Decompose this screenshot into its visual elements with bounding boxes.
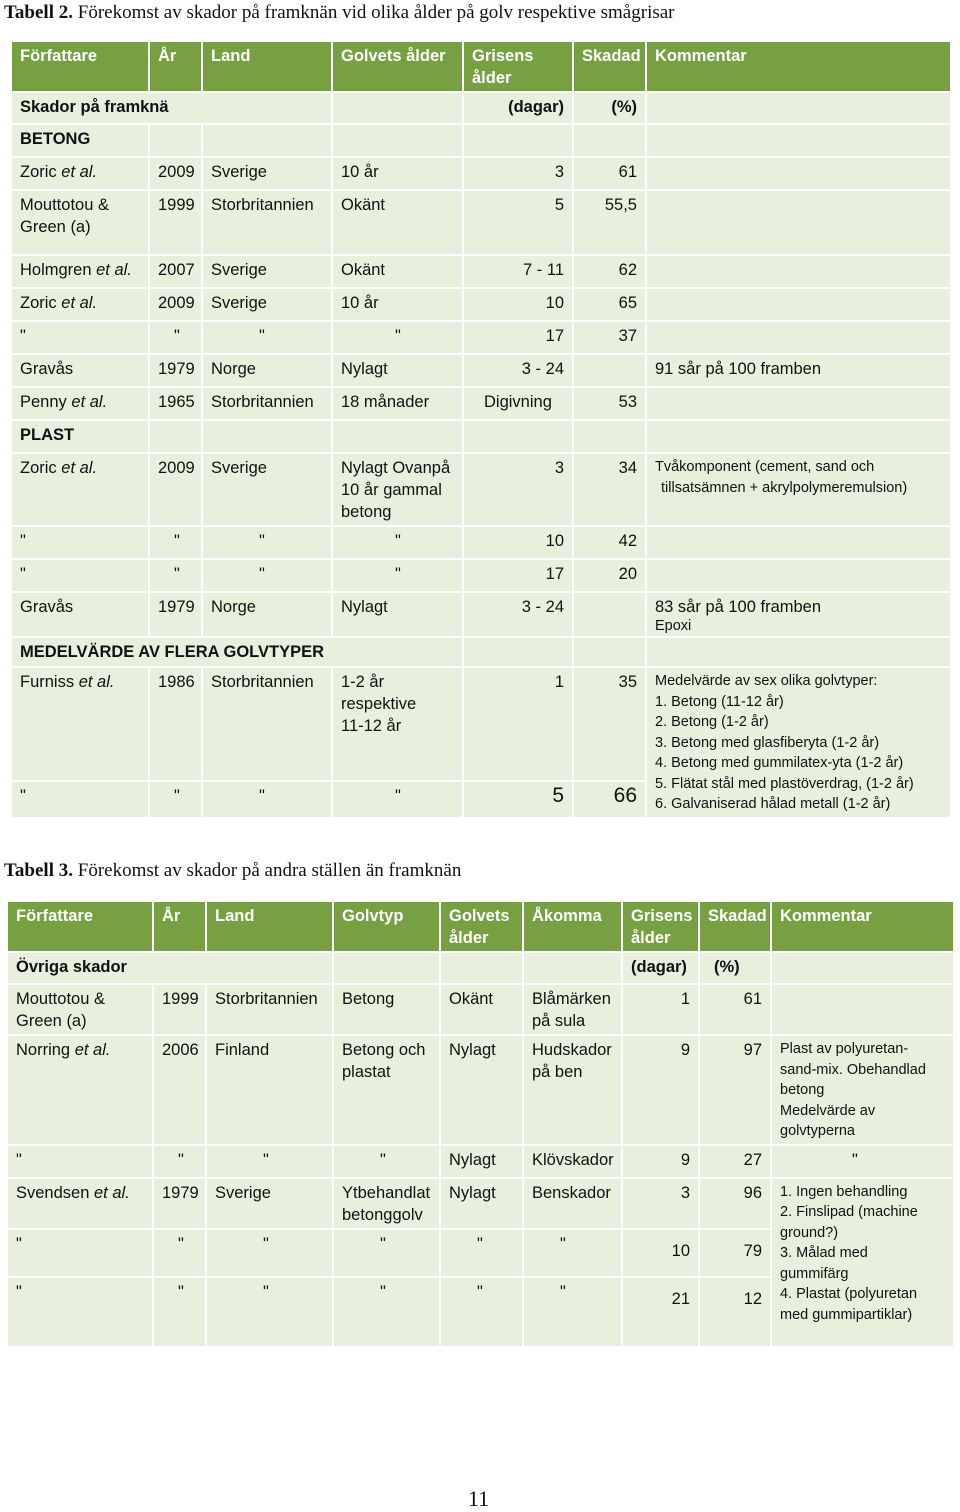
col-injured-header: Skadad: [573, 41, 646, 92]
table3-subheader-row: [7, 952, 954, 984]
col-floor-age-header: Golvets ålder: [440, 901, 523, 952]
table3-header-row: [7, 901, 954, 952]
section-label: MEDELVÄRDE AV FLERA GOLVTYPER: [11, 637, 463, 667]
table-row: Zoric et al. 2009 Sverige 10 år 10 65: [11, 288, 951, 321]
table3: [6, 900, 955, 1348]
section-row-betong: [11, 124, 951, 157]
section-label: BETONG: [11, 124, 149, 157]
table2: [10, 40, 952, 819]
col-floor-age-header: Golvets ålder: [332, 41, 463, 92]
col-comment-header: Kommentar: [771, 901, 954, 952]
table-row: " " " " 17 20: [11, 559, 951, 592]
table-row: " " " " Nylagt Klövskador 9 27 ": [7, 1145, 954, 1178]
table-row: " " " " 10 42: [11, 526, 951, 559]
col-pig-age-header: Grisens ålder: [622, 901, 699, 952]
table-row: Gravås 1979 Norge Nylagt 3 - 24 91 sår på 100 framben: [11, 354, 951, 387]
page-number: 11: [468, 1486, 490, 1511]
table2-header-row: [11, 41, 951, 92]
table-row: Gravås 1979 Norge Nylagt 3 - 24 83 sår på 100 framben Epoxi: [11, 592, 951, 637]
table3-caption-label: Tabell 3.: [4, 860, 73, 881]
table-row: Mouttotou & Green (a) 1999 Storbritannien Okänt 5 55,5: [11, 190, 951, 255]
col-comment-header: Kommentar: [646, 41, 951, 92]
table3-caption: [4, 860, 461, 882]
table-row: Norring et al. 2006 Finland Betong och plastat Nylagt Hudskador på ben 9 97 Plast av polyuretan- sand-mix. Obehandlad betong Medelvärde av golvtyperna: [7, 1035, 954, 1145]
table2-caption: [4, 2, 675, 24]
table-row: Svendsen et al. 1979 Sverige Ytbehandlat betonggolv Nylagt Benskador 3 96 1. Ingen behandling 2. Finslipad (machine ground?) 3. Målad med gummifärg 4. Plastat (polyuretan med gummipartiklar): [7, 1178, 954, 1229]
col-year-header: År: [153, 901, 206, 952]
table-row: Holmgren et al. 2007 Sverige Okänt 7 - 11 62: [11, 255, 951, 288]
table2-caption-label: Tabell 2.: [4, 2, 73, 23]
table-row: " " " " 17 37: [11, 321, 951, 354]
injured-unit: (%): [573, 92, 646, 124]
table-row: " " " " " " 10 79: [7, 1229, 954, 1277]
table-row: Zoric et al. 2009 Sverige Nylagt Ovanpå 10 år gammal betong 3 34 Tvåkomponent (cement, sand och tillsatsämnen + akrylpolymeremulsion): [11, 453, 951, 526]
col-ailment-header: Åkomma: [523, 901, 622, 952]
col-author-header: Författare: [11, 41, 149, 92]
table-row: Penny et al. 1965 Storbritannien 18 månader Digivning 53: [11, 387, 951, 420]
col-injured-header: Skadad: [699, 901, 771, 952]
table-row: Mouttotou & Green (a) 1999 Storbritannien Betong Okänt Blåmärken på sula 1 61: [7, 984, 954, 1035]
table-row: " " " " 5 66: [11, 781, 951, 818]
col-author-header: Författare: [7, 901, 153, 952]
table-row: Furniss et al. 1986 Storbritannien 1-2 år respektive 11-12 år 1 35 Medelvärde av sex olika golvtyper: 1. Betong (11-12 år) 2. Betong (1-2 år) 3. Betong med glasfiberyta (1-2 år) 4. Betong med gummilatex-yta (1-2 år) 5. Flätat stål med plastöverdrag, (1-2 år) 6. Galvaniserad hålad metall (1-2 år): [11, 667, 951, 781]
col-country-header: Land: [206, 901, 333, 952]
section-label: PLAST: [11, 420, 149, 453]
table2-subheader-row: [11, 92, 951, 124]
col-year-header: År: [149, 41, 202, 92]
col-country-header: Land: [202, 41, 332, 92]
pig-age-unit: (dagar): [622, 952, 699, 984]
svendsen-comment: 1. Ingen behandling 2. Finslipad (machine ground?) 3. Målad med gummifärg 4. Plastat (polyuretan med gummipartiklar): [771, 1178, 954, 1347]
section-row-medel: [11, 637, 951, 667]
table3-subtitle: Övriga skador: [7, 952, 333, 984]
furniss-comment: Medelvärde av sex olika golvtyper: 1. Betong (11-12 år) 2. Betong (1-2 år) 3. Betong med glasfiberyta (1-2 år) 4. Betong med gummilatex-yta (1-2 år) 5. Flätat stål med plastöverdrag, (1-2 år) 6. Galvaniserad hålad metall (1-2 år): [646, 667, 951, 818]
table-row: " " " " " " 21 12: [7, 1277, 954, 1347]
col-floortype-header: Golvtyp: [333, 901, 440, 952]
section-row-plast: [11, 420, 951, 453]
col-pig-age-header: Grisens ålder: [463, 41, 573, 92]
norring-comment: Plast av polyuretan- sand-mix. Obehandlad betong Medelvärde av golvtyperna: [771, 1035, 954, 1145]
table2-caption-text: Förekomst av skador på framknän vid olika ålder på golv respektive smågrisar: [77, 2, 675, 23]
table-row: Zoric et al. 2009 Sverige 10 år 3 61: [11, 157, 951, 190]
injured-unit: (%): [699, 952, 771, 984]
table2-subtitle: Skador på framknä: [11, 92, 332, 124]
pig-age-unit: (dagar): [463, 92, 573, 124]
table3-caption-text: Förekomst av skador på andra ställen än framknän: [77, 860, 462, 881]
